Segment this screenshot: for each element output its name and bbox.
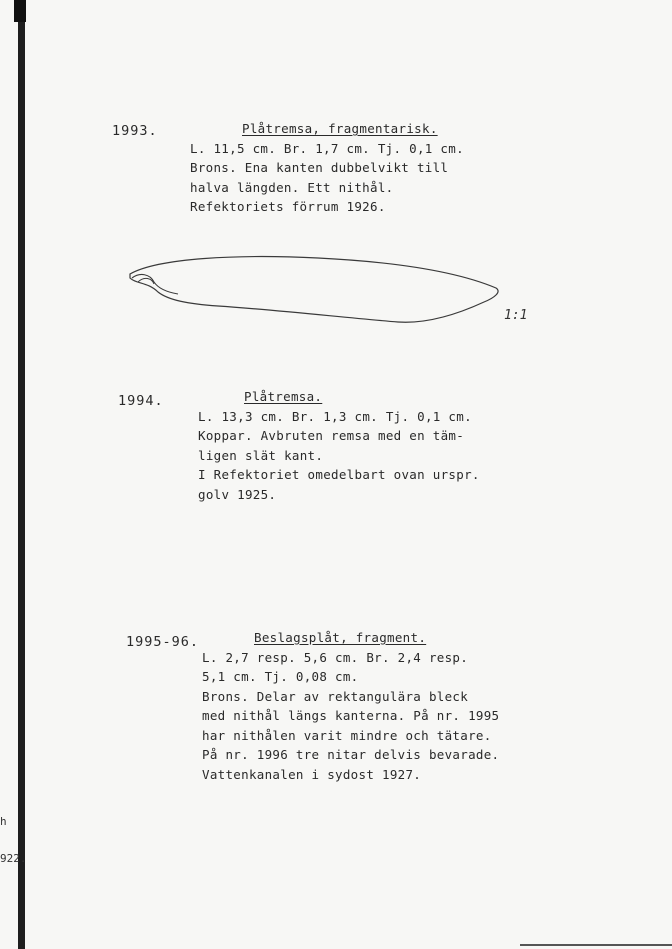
entry-1993: [190, 119, 464, 217]
entry-1994: [198, 387, 480, 504]
entry-line: L. 11,5 cm. Br. 1,7 cm. Tj. 0,1 cm.: [190, 140, 464, 156]
strip-fold-line: [132, 275, 178, 294]
entry-line: Refektoriets förrum 1926.: [190, 199, 386, 214]
entry-line: På nr. 1996 tre nitar delvis bevarade.: [202, 747, 500, 762]
entry-title: Beslagsplåt, fragment.: [254, 630, 427, 645]
entry-number-1995-96: 1995-96.: [126, 634, 200, 650]
strip-outline: [130, 257, 498, 323]
entry-line: ligen slät kant.: [198, 447, 324, 463]
plåtremsa-drawing: [118, 248, 508, 338]
entry-title: Plåtremsa.: [244, 389, 323, 404]
entry-number-1994: 1994.: [118, 393, 164, 409]
entry-line: Brons. Ena kanten dubbelvikt till: [190, 160, 449, 175]
entry-line: Vattenkanalen i sydost 1927.: [202, 766, 422, 782]
entry-line: har nithålen varit mindre och tätare.: [202, 727, 492, 743]
entry-line: L. 13,3 cm. Br. 1,3 cm. Tj. 0,1 cm.: [198, 408, 472, 424]
entry-line: golv 1925.: [198, 486, 277, 502]
binding-corner: [14, 0, 26, 22]
entry-line: 5,1 cm. Tj. 0,08 cm.: [202, 669, 359, 684]
scale-label: 1:1: [504, 308, 528, 323]
bottom-rule: [520, 944, 672, 946]
entry-title: Plåtremsa, fragmentarisk.: [242, 121, 438, 136]
entry-line: halva längden. Ett nithål.: [190, 179, 394, 195]
entry-number-1993: 1993.: [112, 123, 158, 139]
binding-edge: [18, 0, 25, 949]
entry-line: Brons. Delar av rektangulära bleck: [202, 688, 469, 704]
entry-line: L. 2,7 resp. 5,6 cm. Br. 2,4 resp.: [202, 649, 469, 665]
entry-line: I Refektoriet omedelbart ovan urspr.: [198, 467, 480, 482]
entry-line: Koppar. Avbruten remsa med en täm-: [198, 428, 465, 443]
margin-note-bottom: 922.: [0, 852, 27, 865]
entry-1995-96: [202, 628, 499, 784]
margin-note-top: h: [0, 815, 7, 828]
entry-line: med nithål längs kanterna. På nr. 1995: [202, 708, 500, 723]
